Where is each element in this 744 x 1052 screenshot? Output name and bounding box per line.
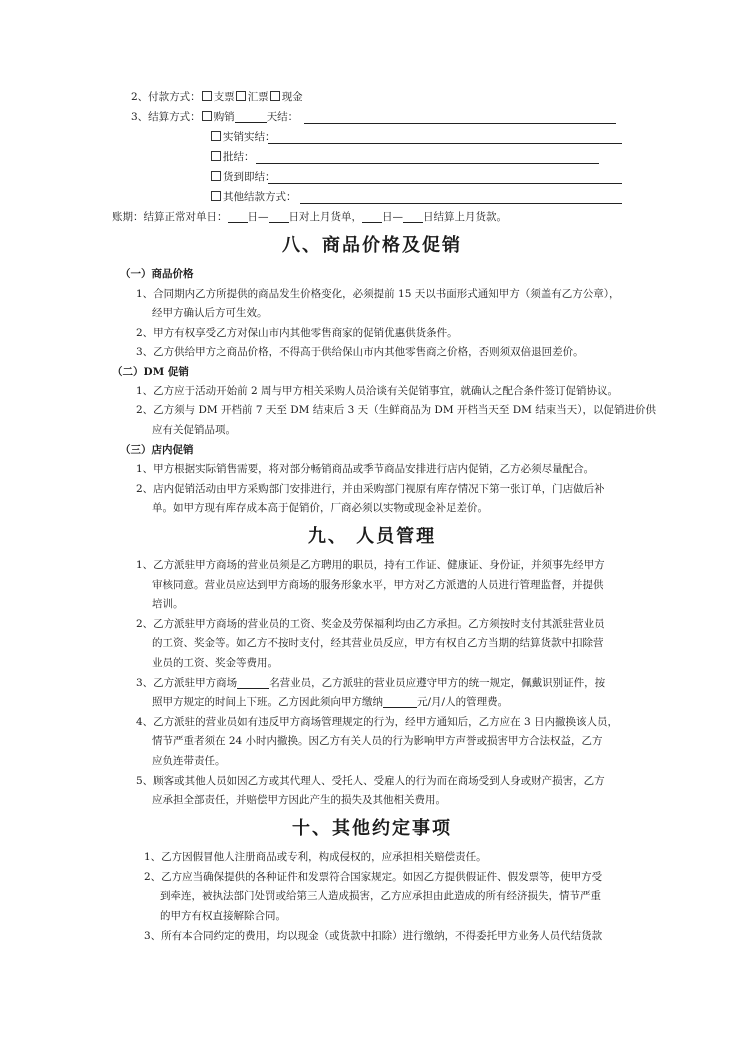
s8-1-2: 2、甲方有权享受乙方对保山市内其他零售商家的促销优惠供货条件。 (136, 327, 458, 339)
cash-checkbox[interactable] (270, 91, 280, 101)
period-blank-3[interactable] (362, 211, 382, 223)
s10-1: 1、乙方因假冒他人注册商品或专利，构成侵权的，应承担相关赔偿责任。 (144, 851, 487, 863)
section-8-sub-2: （二）DM 促销 (112, 366, 189, 378)
s8-3-2b: 单。如甲方现有库存成本高于促销价，厂商必须以实物或现金补足差价。 (152, 502, 488, 514)
section-10-title: 十、其他约定事项 (292, 818, 452, 839)
s8-2-2b: 应有关促销品项。 (152, 424, 236, 436)
actual-sales-fill-line[interactable] (268, 143, 622, 144)
s9-5b: 应承担全部责任，并赔偿甲方因此产生的损失及其他相关费用。 (152, 794, 446, 806)
batch-line: 批结： (210, 150, 255, 165)
days-blank[interactable] (235, 111, 267, 123)
s9-1b: 审核同意。营业员应达到甲方商场的服务形象水平，甲方对乙方派遣的人员进行管理监督，并提供 (152, 579, 604, 591)
s9-2a: 2、乙方派驻甲方商场的营业员的工资、奖金及劳保福利均由乙方承担。乙方须按时支付其派驻营业员 (136, 618, 605, 630)
s9-3a: 3、乙方派驻甲方商场 名营业员，乙方派驻的营业员应遵守甲方的统一规定，佩戴识别证件，按 (136, 677, 606, 689)
actual-sales-line: 实销实结： (210, 130, 276, 145)
s10-2a: 2、乙方应当确保提供的各种证件和发票符合国家规定。如因乙方提供假证件、假发票等，使甲方受 (144, 871, 603, 883)
batch-checkbox[interactable] (211, 151, 221, 161)
other-method-line: 其他结款方式： (210, 190, 297, 205)
s8-1-1a: 1、合同期内乙方所提供的商品发生价格变化，必须提前 15 天以书面形式通知甲方（须盖有乙方公章）， (136, 288, 620, 300)
s9-5a: 5、顾客或其他人员如因乙方或其代理人、受托人、受雇人的行为而在商场受到人身或财产损害，乙方 (136, 775, 605, 787)
s10-3: 3、所有本合同约定的费用，均以现金（或货款中扣除）进行缴纳，不得委托甲方业务人员代结货款 (144, 930, 603, 942)
s10-2c: 的甲方有权直接解除合同。 (160, 910, 286, 922)
consign-checkbox[interactable] (202, 111, 212, 121)
s8-1-3: 3、乙方供给甲方之商品价格，不得高于供给保山市内其他零售商之价格，否则须双倍退回差价。 (136, 346, 584, 358)
period-blank-2[interactable] (269, 211, 289, 223)
s9-1c: 培训。 (152, 598, 184, 610)
period-blank-1[interactable] (228, 211, 248, 223)
s8-3-1: 1、甲方根据实际销售需要，将对部分畅销商品或季节商品安排进行店内促销，乙方必须尽量配合。 (136, 463, 595, 475)
cod-line: 货到即结： (210, 170, 276, 185)
staff-count-blank[interactable] (237, 677, 269, 689)
check-checkbox[interactable] (202, 91, 212, 101)
section-8-sub-1: （一）商品价格 (120, 268, 194, 280)
s8-2-2a: 2、乙方须与 DM 开档前 7 天至 DM 结束后 3 天（生鲜商品为 DM 开档当天至 DM 结束当天），以促销进价供 (136, 404, 657, 416)
payment-method-line: 2、付款方式： 支票 汇票 现金 (131, 91, 303, 103)
account-period-line: 账期：结算正常对单日： 日— 日对上月货单， 日— 日结算上月货款。 (112, 211, 507, 223)
s10-2b: 到牵连，被执法部门处罚或给第三人造成损害，乙方应承担由此造成的所有经济损失，情节严重 (160, 890, 601, 902)
period-blank-4[interactable] (403, 211, 423, 223)
s9-2c: 业员的工资、奖金等费用。 (152, 657, 278, 669)
other-method-checkbox[interactable] (211, 191, 221, 201)
s9-4a: 4、乙方派驻的营业员如有违反甲方商场管理规定的行为，经甲方通知后，乙方应在 3 日内撤换该人员， (136, 716, 619, 728)
s9-2b: 的工资、奖金等。如乙方不按时支付，经其营业员反应，甲方有权自乙方当期的结算货款中扣除营 (152, 637, 604, 649)
s8-3-2a: 2、店内促销活动由甲方采购部门安排进行，并由采购部门视原有库存情况下第一张订单，门店做后补 (136, 483, 605, 495)
draft-checkbox[interactable] (236, 91, 246, 101)
s8-1-1b: 经甲方确认后方可生效。 (152, 307, 268, 319)
s9-1a: 1、乙方派驻甲方商场的营业员须是乙方聘用的职员，持有工作证、健康证、身份证，并须事先经甲方 (136, 559, 605, 571)
actual-sales-checkbox[interactable] (211, 131, 221, 141)
cod-checkbox[interactable] (211, 171, 221, 181)
other-method-fill-line[interactable] (300, 203, 622, 204)
cod-fill-line[interactable] (268, 183, 622, 184)
section-8-title: 八、商品价格及促销 (282, 235, 462, 256)
batch-fill-line[interactable] (256, 163, 599, 164)
days-fill-line[interactable] (304, 123, 616, 124)
s8-2-1: 1、乙方应于活动开始前 2 周与甲方相关采购人员洽谈有关促销事宜，就确认之配合条件签订促销协议。 (136, 385, 619, 397)
s9-4b: 情节严重者须在 24 小时内撤换。因乙方有关人员的行为影响甲方声誉或损害甲方合法权益，乙方 (152, 735, 603, 747)
s9-4c: 应负连带责任。 (152, 755, 226, 767)
management-fee-blank[interactable] (383, 696, 417, 708)
section-8-sub-3: （三）店内促销 (120, 444, 194, 456)
settlement-line: 3、结算方式： 购销 天结： (131, 111, 299, 123)
section-9-title: 九、 人员管理 (307, 526, 437, 547)
s9-3b: 照甲方规定的时间上下班。乙方因此须向甲方缴纳 元/月/人的管理费。 (152, 696, 509, 708)
